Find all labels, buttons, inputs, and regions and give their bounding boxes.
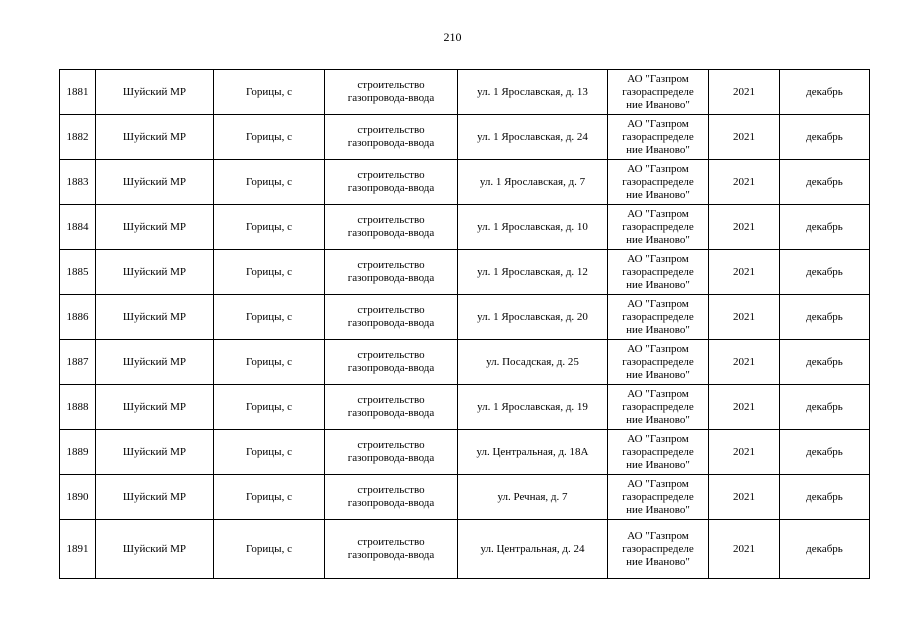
organization-line-3: ние Иваново" (626, 143, 690, 156)
month-cell (780, 70, 870, 115)
organization-line-1: АО "Газпром (627, 207, 689, 220)
settlement-name: Горицы, с (246, 445, 292, 458)
organization-line-1: АО "Газпром (627, 387, 689, 400)
row-number: 1890 (66, 490, 89, 503)
work-type-line-2: газопровода-ввода (347, 272, 435, 284)
district-cell (96, 70, 214, 115)
organization-cell (608, 115, 709, 160)
year-value: 2021 (733, 85, 755, 98)
settlement-cell (214, 385, 325, 430)
table-body (60, 70, 870, 579)
work-type-cell (325, 205, 458, 250)
organization-line-1: АО "Газпром (627, 529, 689, 542)
work-type-line-1: строительство (357, 394, 425, 406)
address-cell (458, 520, 608, 579)
address-cell (458, 475, 608, 520)
work-type-line-2: газопровода-ввода (347, 549, 435, 561)
address-cell (458, 295, 608, 340)
year-cell (709, 205, 780, 250)
address-text: ул. Центральная, д. 18А (476, 445, 589, 458)
row-number: 1884 (66, 220, 89, 233)
month-value: декабрь (806, 85, 843, 98)
district-cell (96, 205, 214, 250)
month-value: декабрь (806, 355, 843, 368)
organization-line-2: газораспределе (622, 130, 694, 143)
district-cell (96, 160, 214, 205)
year-cell (709, 295, 780, 340)
row-number-cell (60, 295, 96, 340)
settlement-name: Горицы, с (246, 220, 292, 233)
organization-line-2: газораспределе (622, 265, 694, 278)
settlement-name: Горицы, с (246, 490, 292, 503)
organization-cell (608, 160, 709, 205)
settlement-cell (214, 115, 325, 160)
year-cell (709, 520, 780, 579)
work-type-cell (325, 385, 458, 430)
organization-line-3: ние Иваново" (626, 98, 690, 111)
district-name: Шуйский МР (122, 175, 187, 188)
organization-line-3: ние Иваново" (626, 278, 690, 291)
organization-line-2: газораспределе (622, 220, 694, 233)
row-number: 1889 (66, 445, 89, 458)
year-value: 2021 (733, 220, 755, 233)
month-value: декабрь (806, 310, 843, 323)
organization-line-1: АО "Газпром (627, 477, 689, 490)
district-cell (96, 430, 214, 475)
work-type-cell (325, 160, 458, 205)
organization-cell (608, 250, 709, 295)
month-cell (780, 160, 870, 205)
organization-cell (608, 295, 709, 340)
work-type-cell (325, 250, 458, 295)
organization-cell (608, 475, 709, 520)
table-row (60, 160, 870, 205)
organization-line-2: газораспределе (622, 85, 694, 98)
row-number: 1891 (66, 542, 89, 555)
address-text: ул. 1 Ярославская, д. 13 (477, 85, 588, 98)
settlement-name: Горицы, с (246, 542, 292, 555)
page-number: 210 (443, 30, 462, 44)
row-number-cell (60, 385, 96, 430)
organization-line-1: АО "Газпром (627, 72, 689, 85)
address-text: ул. 1 Ярославская, д. 10 (477, 220, 588, 233)
row-number-cell (60, 340, 96, 385)
work-type-cell (325, 430, 458, 475)
settlement-cell (214, 475, 325, 520)
organization-line-3: ние Иваново" (626, 188, 690, 201)
work-type-line-1: строительство (357, 484, 425, 496)
table-row (60, 340, 870, 385)
settlement-cell (214, 70, 325, 115)
work-type-cell (325, 475, 458, 520)
month-cell (780, 520, 870, 579)
settlement-cell (214, 295, 325, 340)
district-name: Шуйский МР (122, 542, 187, 555)
year-cell (709, 160, 780, 205)
year-cell (709, 475, 780, 520)
district-cell (96, 340, 214, 385)
district-cell (96, 520, 214, 579)
month-cell (780, 430, 870, 475)
month-cell (780, 340, 870, 385)
year-value: 2021 (733, 400, 755, 413)
work-type-line-2: газопровода-ввода (347, 92, 435, 104)
month-cell (780, 475, 870, 520)
year-value: 2021 (733, 265, 755, 278)
organization-line-3: ние Иваново" (626, 458, 690, 471)
address-cell (458, 205, 608, 250)
month-value: декабрь (806, 265, 843, 278)
district-name: Шуйский МР (122, 130, 187, 143)
table-row (60, 475, 870, 520)
work-type-cell (325, 295, 458, 340)
year-cell (709, 340, 780, 385)
year-cell (709, 70, 780, 115)
organization-line-2: газораспределе (622, 400, 694, 413)
table-row (60, 115, 870, 160)
settlement-name: Горицы, с (246, 85, 292, 98)
organization-line-3: ние Иваново" (626, 413, 690, 426)
work-type-line-1: строительство (357, 79, 425, 91)
row-number: 1888 (66, 400, 89, 413)
organization-cell (608, 70, 709, 115)
year-value: 2021 (733, 175, 755, 188)
row-number-cell (60, 205, 96, 250)
row-number-cell (60, 475, 96, 520)
row-number: 1882 (66, 130, 89, 143)
year-value: 2021 (733, 490, 755, 503)
settlement-cell (214, 205, 325, 250)
year-value: 2021 (733, 310, 755, 323)
row-number-cell (60, 250, 96, 295)
work-type-line-2: газопровода-ввода (347, 137, 435, 149)
organization-line-1: АО "Газпром (627, 162, 689, 175)
month-cell (780, 250, 870, 295)
work-type-line-2: газопровода-ввода (347, 497, 435, 509)
table-row (60, 430, 870, 475)
work-type-line-1: строительство (357, 169, 425, 181)
work-type-line-2: газопровода-ввода (347, 227, 435, 239)
organization-line-3: ние Иваново" (626, 323, 690, 336)
row-number: 1881 (66, 85, 89, 98)
organization-cell (608, 430, 709, 475)
month-value: декабрь (806, 490, 843, 503)
work-type-line-2: газопровода-ввода (347, 407, 435, 419)
address-cell (458, 430, 608, 475)
district-name: Шуйский МР (122, 220, 187, 233)
settlement-cell (214, 160, 325, 205)
organization-cell (608, 205, 709, 250)
work-type-cell (325, 340, 458, 385)
district-name: Шуйский МР (122, 355, 187, 368)
table-row (60, 70, 870, 115)
work-type-line-2: газопровода-ввода (347, 452, 435, 464)
month-cell (780, 115, 870, 160)
organization-line-2: газораспределе (622, 175, 694, 188)
address-text: ул. 1 Ярославская, д. 7 (479, 175, 586, 188)
year-cell (709, 250, 780, 295)
district-cell (96, 475, 214, 520)
organization-line-2: газораспределе (622, 355, 694, 368)
work-type-cell (325, 115, 458, 160)
address-cell (458, 385, 608, 430)
month-value: декабрь (806, 130, 843, 143)
year-cell (709, 385, 780, 430)
district-name: Шуйский МР (122, 310, 187, 323)
year-value: 2021 (733, 130, 755, 143)
work-type-line-2: газопровода-ввода (347, 182, 435, 194)
settlement-cell (214, 250, 325, 295)
address-cell (458, 160, 608, 205)
table-row (60, 295, 870, 340)
settlement-cell (214, 340, 325, 385)
organization-line-3: ние Иваново" (626, 233, 690, 246)
month-cell (780, 205, 870, 250)
row-number: 1886 (66, 310, 89, 323)
settlement-name: Горицы, с (246, 310, 292, 323)
row-number-cell (60, 430, 96, 475)
gasification-table (59, 69, 870, 579)
work-type-line-1: строительство (357, 439, 425, 451)
month-value: декабрь (806, 220, 843, 233)
table-row (60, 250, 870, 295)
month-value: декабрь (806, 400, 843, 413)
work-type-line-2: газопровода-ввода (347, 362, 435, 374)
work-type-cell (325, 520, 458, 579)
address-text: ул. Посадская, д. 25 (486, 355, 579, 368)
work-type-line-1: строительство (357, 536, 425, 548)
address-text: ул. 1 Ярославская, д. 20 (477, 310, 588, 323)
district-cell (96, 385, 214, 430)
district-cell (96, 115, 214, 160)
address-text: ул. 1 Ярославская, д. 12 (477, 265, 588, 278)
address-text: ул. 1 Ярославская, д. 24 (477, 130, 588, 143)
row-number-cell (60, 160, 96, 205)
year-cell (709, 115, 780, 160)
row-number-cell (60, 115, 96, 160)
organization-line-1: АО "Газпром (627, 432, 689, 445)
row-number: 1887 (66, 355, 89, 368)
organization-line-1: АО "Газпром (627, 252, 689, 265)
organization-cell (608, 385, 709, 430)
settlement-name: Горицы, с (246, 400, 292, 413)
organization-line-1: АО "Газпром (627, 342, 689, 355)
work-type-line-2: газопровода-ввода (347, 317, 435, 329)
row-number: 1885 (66, 265, 89, 278)
address-cell (458, 70, 608, 115)
work-type-line-1: строительство (357, 349, 425, 361)
settlement-name: Горицы, с (246, 265, 292, 278)
district-name: Шуйский МР (122, 85, 187, 98)
work-type-cell (325, 70, 458, 115)
work-type-line-1: строительство (357, 124, 425, 136)
address-text: ул. Центральная, д. 24 (480, 542, 585, 555)
work-type-line-1: строительство (357, 259, 425, 271)
district-name: Шуйский МР (122, 490, 187, 503)
row-number-cell (60, 70, 96, 115)
month-value: декабрь (806, 175, 843, 188)
organization-cell (608, 520, 709, 579)
year-value: 2021 (733, 542, 755, 555)
work-type-line-1: строительство (357, 214, 425, 226)
district-name: Шуйский МР (122, 400, 187, 413)
settlement-cell (214, 430, 325, 475)
organization-line-2: газораспределе (622, 542, 694, 555)
organization-cell (608, 340, 709, 385)
address-cell (458, 340, 608, 385)
district-cell (96, 295, 214, 340)
settlement-cell (214, 520, 325, 579)
district-name: Шуйский МР (122, 265, 187, 278)
work-type-line-1: строительство (357, 304, 425, 316)
organization-line-2: газораспределе (622, 445, 694, 458)
organization-line-3: ние Иваново" (626, 503, 690, 516)
organization-line-2: газораспределе (622, 310, 694, 323)
year-value: 2021 (733, 355, 755, 368)
organization-line-2: газораспределе (622, 490, 694, 503)
month-value: декабрь (806, 445, 843, 458)
organization-line-3: ние Иваново" (626, 555, 690, 568)
settlement-name: Горицы, с (246, 130, 292, 143)
year-cell (709, 430, 780, 475)
table-row (60, 520, 870, 579)
organization-line-1: АО "Газпром (627, 297, 689, 310)
month-cell (780, 295, 870, 340)
settlement-name: Горицы, с (246, 355, 292, 368)
table-row (60, 385, 870, 430)
address-text: ул. 1 Ярославская, д. 19 (477, 400, 588, 413)
address-cell (458, 115, 608, 160)
organization-line-3: ние Иваново" (626, 368, 690, 381)
row-number: 1883 (66, 175, 89, 188)
month-value: декабрь (806, 542, 843, 555)
address-text: ул. Речная, д. 7 (497, 490, 568, 503)
month-cell (780, 385, 870, 430)
table-row (60, 205, 870, 250)
row-number-cell (60, 520, 96, 579)
address-cell (458, 250, 608, 295)
district-cell (96, 250, 214, 295)
organization-line-1: АО "Газпром (627, 117, 689, 130)
district-name: Шуйский МР (122, 445, 187, 458)
year-value: 2021 (733, 445, 755, 458)
settlement-name: Горицы, с (246, 175, 292, 188)
